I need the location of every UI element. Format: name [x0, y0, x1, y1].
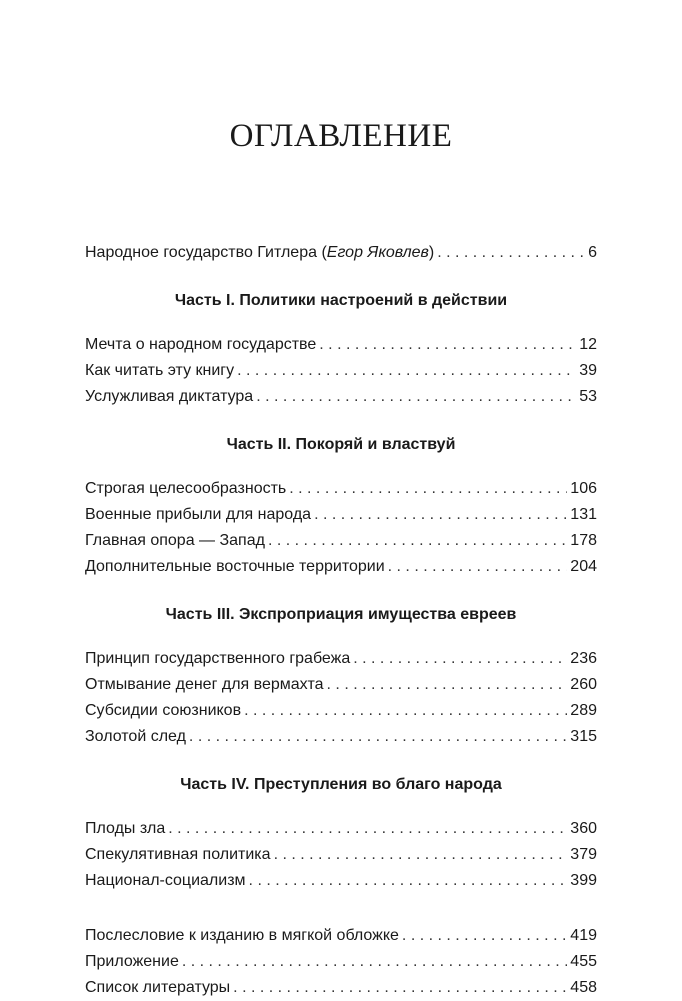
toc-entry-page: 399: [570, 872, 597, 889]
dot-leader: [249, 868, 568, 894]
toc-entry[interactable]: [85, 332, 597, 358]
toc-entry-label: Военные прибыли для народа: [85, 506, 312, 523]
toc-entry-label: Народное государство Гитлера (Егор Яковлев): [85, 244, 435, 261]
table-of-contents: [85, 240, 597, 1001]
toc-entry-page: 6: [588, 244, 597, 261]
toc-entry-author: Егор Яковлев: [326, 244, 429, 261]
toc-entry[interactable]: [85, 698, 597, 724]
toc-entry-label: Список литературы: [85, 979, 231, 996]
part-title-2: Часть II. Покоряй и властвуй: [226, 436, 456, 453]
toc-entry[interactable]: [85, 868, 597, 894]
part-title-3: Часть III. Экспроприация имущества евреев: [165, 606, 517, 623]
toc-entry-page: 204: [570, 558, 597, 575]
dot-leader: [353, 646, 567, 672]
toc-entry-page: 458: [570, 979, 597, 996]
dot-leader: [256, 384, 576, 410]
toc-entry[interactable]: [85, 502, 597, 528]
toc-entry-page: 260: [570, 676, 597, 693]
toc-entry-page: 419: [570, 927, 597, 944]
toc-entry-label: Национал-социализм: [85, 872, 246, 889]
toc-entry[interactable]: [85, 528, 597, 554]
toc-entry-label: Приложение: [85, 953, 179, 970]
toc-entry[interactable]: [85, 646, 597, 672]
dot-leader: [402, 923, 567, 949]
toc-entry[interactable]: [85, 672, 597, 698]
toc-entry[interactable]: [85, 384, 597, 410]
toc-entry-page: 236: [570, 650, 597, 667]
dot-leader: [388, 554, 568, 580]
dot-leader: [327, 672, 568, 698]
toc-entry-page: 178: [570, 532, 597, 549]
toc-entry-label: Послесловие к изданию в мягкой обложке: [85, 927, 399, 944]
toc-entry-label: Дополнительные восточные территории: [85, 558, 385, 575]
toc-entry-page: 289: [570, 702, 597, 719]
page-title: ОГЛАВЛЕНИЕ: [229, 118, 453, 154]
toc-entry-label: Золотой след: [85, 728, 186, 745]
toc-entry-label: Главная опора — Запад: [85, 532, 265, 549]
dot-leader: [319, 332, 576, 358]
toc-entry[interactable]: [85, 358, 597, 384]
toc-entry-label: Услужливая диктатура: [85, 388, 254, 405]
toc-entry-label: Спекулятивная политика: [85, 846, 271, 863]
toc-entry-appendix[interactable]: [85, 949, 597, 975]
toc-entry-label: Плоды зла: [85, 820, 166, 837]
toc-entry-afterword[interactable]: [85, 923, 597, 949]
dot-leader: [189, 724, 567, 750]
toc-entry-page: 39: [579, 362, 597, 379]
dot-leader: [268, 528, 567, 554]
dot-leader: [437, 240, 585, 266]
toc-entry-label: Принцип государственного грабежа: [85, 650, 351, 667]
toc-entry-intro[interactable]: [85, 240, 597, 266]
dot-leader: [314, 502, 567, 528]
dot-leader: [289, 476, 567, 502]
dot-leader: [237, 358, 576, 384]
toc-entry[interactable]: [85, 476, 597, 502]
toc-entry-label: Строгая целесообразность: [85, 480, 287, 497]
toc-entry-label: Мечта о народном государстве: [85, 336, 317, 353]
toc-entry-page: 53: [579, 388, 597, 405]
toc-entry-label: Как читать эту книгу: [85, 362, 235, 379]
toc-entry[interactable]: [85, 724, 597, 750]
toc-entry-page: 379: [570, 846, 597, 863]
toc-entry-page: 12: [579, 336, 597, 353]
dot-leader: [244, 698, 567, 724]
part-title-1: Часть I. Политики настроений в действии: [174, 292, 508, 309]
toc-entry[interactable]: [85, 816, 597, 842]
dot-leader: [233, 975, 567, 1001]
dot-leader: [274, 842, 568, 868]
part-title-4: Часть IV. Преступления во благо народа: [180, 776, 502, 793]
toc-entry[interactable]: [85, 554, 597, 580]
toc-entry[interactable]: [85, 842, 597, 868]
dot-leader: [168, 816, 567, 842]
toc-entry-bibliography[interactable]: [85, 975, 597, 1001]
toc-entry-page: 360: [570, 820, 597, 837]
toc-entry-page: 315: [570, 728, 597, 745]
toc-entry-page: 455: [570, 953, 597, 970]
toc-entry-label: Отмывание денег для вермахта: [85, 676, 324, 693]
toc-entry-page: 131: [570, 506, 597, 523]
dot-leader: [182, 949, 567, 975]
toc-entry-label: Субсидии союзников: [85, 702, 242, 719]
toc-entry-page: 106: [570, 480, 597, 497]
